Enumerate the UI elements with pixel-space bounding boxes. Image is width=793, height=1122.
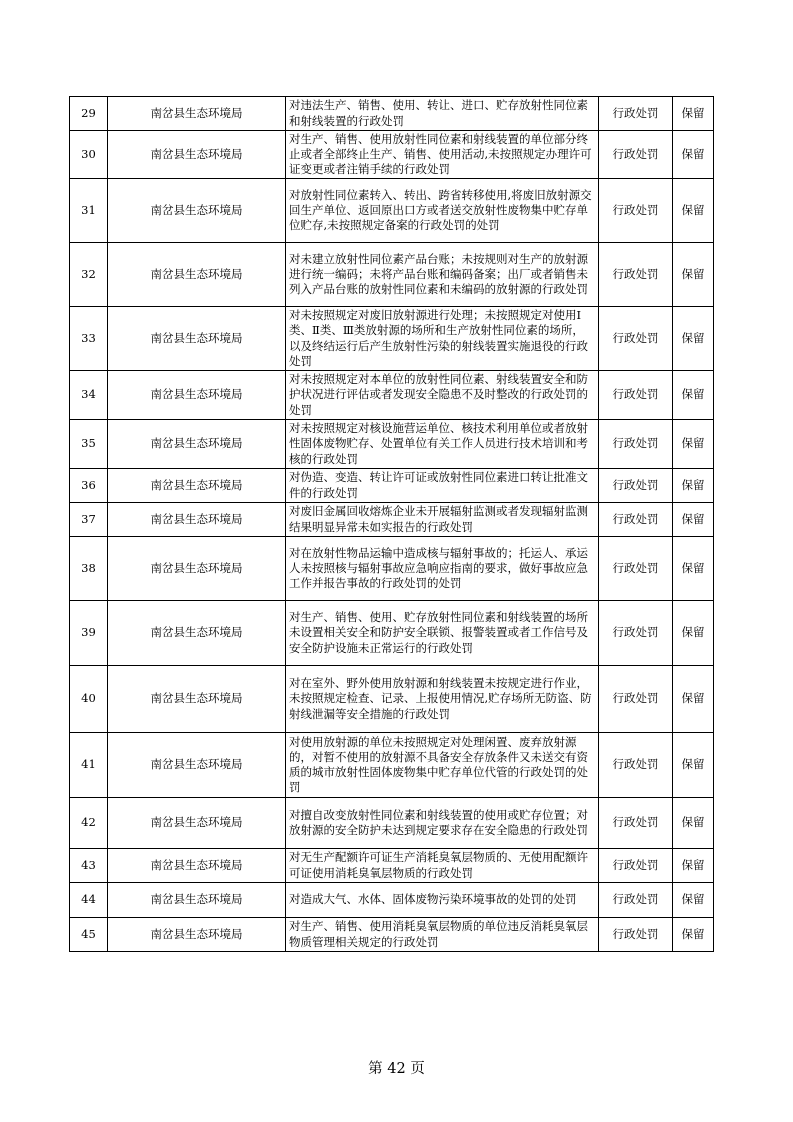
power-type-cell: 行政处罚 <box>599 883 673 918</box>
department-cell: 南岔县生态环境局 <box>108 243 286 307</box>
status-cell: 保留 <box>673 179 714 243</box>
power-item-cell: 对未按照规定对核设施营运单位、核技术利用单位或者放射性固体废物贮存、处置单位有关工作人员进行技术培训和考核的行政处罚 <box>286 420 599 469</box>
row-number: 35 <box>70 420 108 469</box>
power-type-cell: 行政处罚 <box>599 179 673 243</box>
power-item-cell: 对在放射性物品运输中造成核与辐射事故的；托运人、承运人未按照核与辐射事故应急响应指南的要求，做好事故应急工作并报告事故的行政处罚的处罚 <box>286 537 599 601</box>
department-cell: 南岔县生态环境局 <box>108 179 286 243</box>
table-row <box>70 243 714 307</box>
department-cell: 南岔县生态环境局 <box>108 469 286 503</box>
power-type-cell: 行政处罚 <box>599 601 673 666</box>
row-number: 38 <box>70 537 108 601</box>
table-row <box>70 503 714 537</box>
status-cell: 保留 <box>673 798 714 849</box>
department-cell: 南岔县生态环境局 <box>108 537 286 601</box>
power-type-cell: 行政处罚 <box>599 307 673 371</box>
table-row <box>70 733 714 798</box>
department-cell: 南岔县生态环境局 <box>108 420 286 469</box>
power-list-table <box>69 96 714 952</box>
power-item-cell: 对违法生产、销售、使用、转让、进口、贮存放射性同位素和射线装置的行政处罚 <box>286 97 599 131</box>
status-cell: 保留 <box>673 537 714 601</box>
table-row <box>70 307 714 371</box>
power-item-cell: 对生产、销售、使用放射性同位素和射线装置的单位部分终止或者全部终止生产、销售、使用活动,未按照规定办理许可证变更或者注销手续的行政处罚 <box>286 131 599 179</box>
power-item-cell: 对生产、销售、使用、贮存放射性同位素和射线装置的场所未设置相关安全和防护安全联锁、报警装置或者工作信号及安全防护设施未正常运行的行政处罚 <box>286 601 599 666</box>
status-cell: 保留 <box>673 503 714 537</box>
power-type-cell: 行政处罚 <box>599 798 673 849</box>
status-cell: 保留 <box>673 469 714 503</box>
row-number: 39 <box>70 601 108 666</box>
power-type-cell: 行政处罚 <box>599 849 673 883</box>
row-number: 44 <box>70 883 108 918</box>
table-row <box>70 131 714 179</box>
status-cell: 保留 <box>673 420 714 469</box>
power-item-cell: 对放射性同位素转入、转出、跨省转移使用,将废旧放射源交回生产单位、返回原出口方或者送交放射性废物集中贮存单位贮存,未按照规定备案的行政处罚的处罚 <box>286 179 599 243</box>
power-type-cell: 行政处罚 <box>599 503 673 537</box>
power-item-cell: 对生产、销售、使用消耗臭氧层物质的单位违反消耗臭氧层物质管理相关规定的行政处罚 <box>286 918 599 952</box>
row-number: 32 <box>70 243 108 307</box>
power-type-cell: 行政处罚 <box>599 733 673 798</box>
row-number: 30 <box>70 131 108 179</box>
table-row <box>70 537 714 601</box>
department-cell: 南岔县生态环境局 <box>108 97 286 131</box>
department-cell: 南岔县生态环境局 <box>108 131 286 179</box>
status-cell: 保留 <box>673 733 714 798</box>
department-cell: 南岔县生态环境局 <box>108 918 286 952</box>
power-item-cell: 对废旧金属回收熔炼企业未开展辐射监测或者发现辐射监测结果明显异常未如实报告的行政处罚 <box>286 503 599 537</box>
table-row <box>70 798 714 849</box>
row-number: 42 <box>70 798 108 849</box>
table-row <box>70 918 714 952</box>
row-number: 31 <box>70 179 108 243</box>
page-number: 第 42 页 <box>368 1061 425 1077</box>
row-number: 37 <box>70 503 108 537</box>
table-row <box>70 371 714 420</box>
power-type-cell: 行政处罚 <box>599 97 673 131</box>
power-type-cell: 行政处罚 <box>599 131 673 179</box>
status-cell: 保留 <box>673 666 714 733</box>
department-cell: 南岔县生态环境局 <box>108 883 286 918</box>
power-type-cell: 行政处罚 <box>599 243 673 307</box>
row-number: 41 <box>70 733 108 798</box>
table-row <box>70 97 714 131</box>
power-item-cell: 对在室外、野外使用放射源和射线装置未按规定进行作业，未按照规定检查、记录、上报使用情况,贮存场所无防盗、防射线泄漏等安全措施的行政处罚 <box>286 666 599 733</box>
department-cell: 南岔县生态环境局 <box>108 666 286 733</box>
table-row <box>70 420 714 469</box>
power-type-cell: 行政处罚 <box>599 469 673 503</box>
status-cell: 保留 <box>673 307 714 371</box>
row-number: 40 <box>70 666 108 733</box>
status-cell: 保留 <box>673 243 714 307</box>
power-type-cell: 行政处罚 <box>599 666 673 733</box>
row-number: 33 <box>70 307 108 371</box>
table-row <box>70 179 714 243</box>
department-cell: 南岔县生态环境局 <box>108 503 286 537</box>
power-item-cell: 对伪造、变造、转让许可证或放射性同位素进口转让批准文件的行政处罚 <box>286 469 599 503</box>
power-item-cell: 对未按照规定对本单位的放射性同位素、射线装置安全和防护状况进行评估或者发现安全隐患不及时整改的行政处罚的处罚 <box>286 371 599 420</box>
status-cell: 保留 <box>673 131 714 179</box>
department-cell: 南岔县生态环境局 <box>108 733 286 798</box>
table-row <box>70 849 714 883</box>
table-body <box>70 97 714 952</box>
department-cell: 南岔县生态环境局 <box>108 798 286 849</box>
row-number: 45 <box>70 918 108 952</box>
power-item-cell: 对使用放射源的单位未按照规定对处理闲置、废弃放射源的，对暂不使用的放射源不具备安全存放条件又未送交有资质的城市放射性固体废物集中贮存单位代管的行政处罚的处罚 <box>286 733 599 798</box>
power-type-cell: 行政处罚 <box>599 420 673 469</box>
power-type-cell: 行政处罚 <box>599 371 673 420</box>
department-cell: 南岔县生态环境局 <box>108 307 286 371</box>
row-number: 36 <box>70 469 108 503</box>
power-item-cell: 对未按照规定对废旧放射源进行处理；未按照规定对使用Ⅰ类、Ⅱ类、Ⅲ类放射源的场所和生产放射性同位素的场所，以及终结运行后产生放射性污染的射线装置实施退役的行政处罚 <box>286 307 599 371</box>
power-item-cell: 对无生产配额许可证生产消耗臭氧层物质的、无使用配额许可证使用消耗臭氧层物质的行政处罚 <box>286 849 599 883</box>
table-row <box>70 883 714 918</box>
power-item-cell: 对造成大气、水体、固体废物污染环境事故的处罚的处罚 <box>286 883 599 918</box>
table-row <box>70 469 714 503</box>
department-cell: 南岔县生态环境局 <box>108 601 286 666</box>
row-number: 43 <box>70 849 108 883</box>
status-cell: 保留 <box>673 601 714 666</box>
table-row <box>70 666 714 733</box>
power-item-cell: 对擅自改变放射性同位素和射线装置的使用或贮存位置；对放射源的安全防护未达到规定要求存在安全隐患的行政处罚 <box>286 798 599 849</box>
power-type-cell: 行政处罚 <box>599 918 673 952</box>
row-number: 34 <box>70 371 108 420</box>
status-cell: 保留 <box>673 883 714 918</box>
power-type-cell: 行政处罚 <box>599 537 673 601</box>
status-cell: 保留 <box>673 97 714 131</box>
status-cell: 保留 <box>673 918 714 952</box>
status-cell: 保留 <box>673 849 714 883</box>
department-cell: 南岔县生态环境局 <box>108 849 286 883</box>
row-number: 29 <box>70 97 108 131</box>
table-row <box>70 601 714 666</box>
department-cell: 南岔县生态环境局 <box>108 371 286 420</box>
status-cell: 保留 <box>673 371 714 420</box>
power-item-cell: 对未建立放射性同位素产品台账；未按规则对生产的放射源进行统一编码；未将产品台账和编码备案；出厂或者销售未列入产品台账的放射性同位素和未编码的放射源的行政处罚 <box>286 243 599 307</box>
